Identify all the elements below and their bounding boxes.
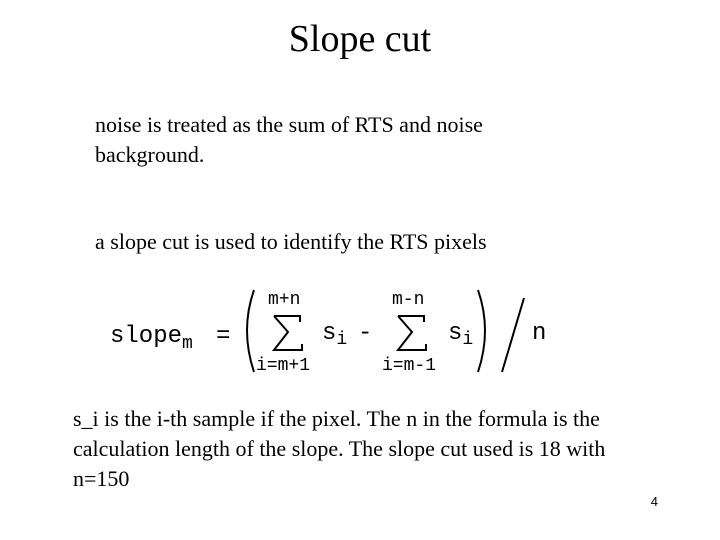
formula-minus: - xyxy=(358,320,373,347)
sum2-sigma-icon xyxy=(398,316,426,350)
paragraph-slope-cut-purpose: a slope cut is used to identify the RTS pixels xyxy=(95,229,487,254)
left-parenthesis xyxy=(247,290,254,372)
sum2-lower-limit: i=m-1 xyxy=(382,356,437,376)
paragraph-explanation: s_i is the i-th sample if the pixel. The n in the formula is the calculation length of the slope. The slope cut used is 18 with n=150 xyxy=(73,406,606,491)
slope-formula xyxy=(100,284,580,384)
right-parenthesis xyxy=(478,290,485,372)
sum2-upper-limit: m-n xyxy=(392,290,425,310)
formula-divisor: n xyxy=(532,320,547,347)
sum1-upper-limit: m+n xyxy=(268,290,301,310)
formula-term-1: $s_i$ xyxy=(322,320,348,350)
sum1-lower-limit: i=m+1 xyxy=(256,356,311,376)
division-slash xyxy=(502,298,524,372)
formula-lhs: slope$_m$ xyxy=(110,323,193,354)
page-number: 4 xyxy=(650,494,658,509)
formula-term-2: $s_i$ xyxy=(448,320,474,350)
sum1-sigma-icon xyxy=(274,316,302,350)
formula-equals: = xyxy=(216,323,231,350)
paragraph-noise-definition: noise is treated as the sum of RTS and noise background. xyxy=(95,112,483,167)
slide-title: Slope cut xyxy=(288,18,432,60)
